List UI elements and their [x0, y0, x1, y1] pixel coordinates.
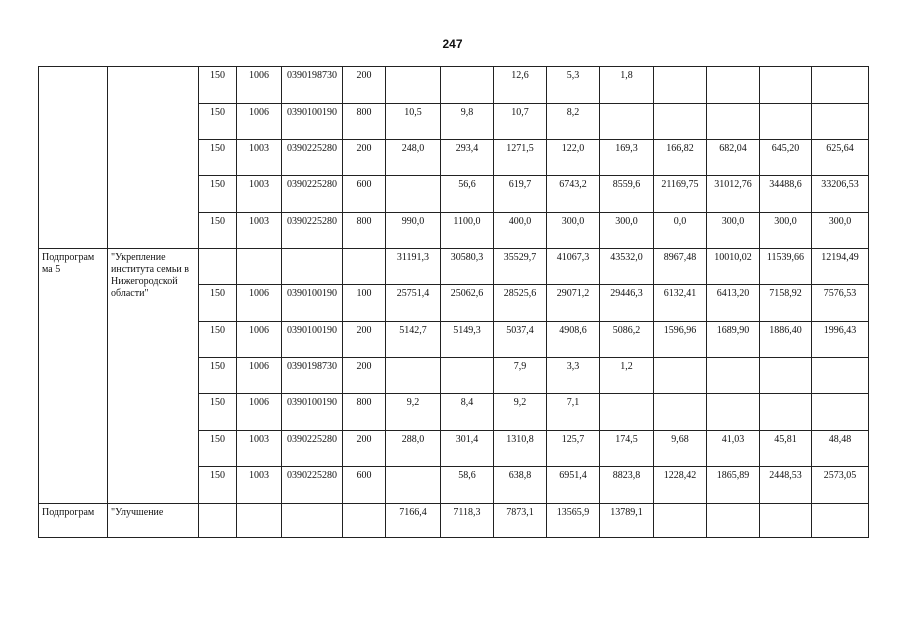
- table-cell: 150: [199, 431, 237, 467]
- table-cell: 150: [199, 140, 237, 176]
- table-cell: 6413,20: [707, 285, 760, 322]
- table-cell: 7158,92: [760, 285, 812, 322]
- table-cell: [760, 358, 812, 394]
- table-body: [39, 67, 869, 538]
- table-cell: [654, 394, 707, 431]
- table-row: [39, 504, 869, 538]
- table-cell: 1228,42: [654, 467, 707, 504]
- table-cell: 0390225280: [282, 431, 343, 467]
- table-cell: 9,68: [654, 431, 707, 467]
- table-cell: 0390100190: [282, 285, 343, 322]
- table-cell: 5037,4: [494, 322, 547, 358]
- table-cell: [386, 358, 441, 394]
- table-cell: 5142,7: [386, 322, 441, 358]
- table-cell: 10010,02: [707, 249, 760, 285]
- table-cell: 600: [343, 467, 386, 504]
- table-cell: 7,9: [494, 358, 547, 394]
- budget-table: [38, 66, 869, 538]
- table-cell: [654, 67, 707, 104]
- table-cell: 9,2: [494, 394, 547, 431]
- table-cell: 150: [199, 394, 237, 431]
- table-cell: [237, 504, 282, 538]
- table-cell: [441, 67, 494, 104]
- table-cell: 300,0: [812, 213, 869, 249]
- table-cell: 1003: [237, 176, 282, 213]
- table-cell: [600, 394, 654, 431]
- table-cell: 200: [343, 358, 386, 394]
- table-cell: 150: [199, 104, 237, 140]
- table-cell: 12194,49: [812, 249, 869, 285]
- table-cell: 122,0: [547, 140, 600, 176]
- table-cell: 5149,3: [441, 322, 494, 358]
- program-cell: [39, 67, 108, 249]
- table-cell: [760, 67, 812, 104]
- table-cell: [441, 358, 494, 394]
- table-cell: 8967,48: [654, 249, 707, 285]
- table-cell: [760, 104, 812, 140]
- table-cell: 1003: [237, 213, 282, 249]
- table-cell: 682,04: [707, 140, 760, 176]
- program-title-cell: "Укрепление института семьи в Нижегородской области": [108, 249, 199, 504]
- table-cell: 8823,8: [600, 467, 654, 504]
- table-cell: 30580,3: [441, 249, 494, 285]
- table-cell: 1006: [237, 104, 282, 140]
- table-cell: [812, 104, 869, 140]
- table-cell: [386, 67, 441, 104]
- table-cell: 25062,6: [441, 285, 494, 322]
- table-cell: 9,8: [441, 104, 494, 140]
- program-title-cell: "Улучшение: [108, 504, 199, 538]
- table-cell: 400,0: [494, 213, 547, 249]
- table-cell: 150: [199, 213, 237, 249]
- table-cell: 166,82: [654, 140, 707, 176]
- table-cell: 0390100190: [282, 394, 343, 431]
- table-cell: 1886,40: [760, 322, 812, 358]
- table-cell: 7576,53: [812, 285, 869, 322]
- table-cell: 41,03: [707, 431, 760, 467]
- table-cell: [812, 504, 869, 538]
- table-cell: 1006: [237, 285, 282, 322]
- table-cell: 1006: [237, 394, 282, 431]
- table-cell: [707, 358, 760, 394]
- table-row: [39, 249, 869, 285]
- table-cell: 248,0: [386, 140, 441, 176]
- table-cell: 625,64: [812, 140, 869, 176]
- table-cell: 13789,1: [600, 504, 654, 538]
- table-cell: 1,8: [600, 67, 654, 104]
- table-cell: 5086,2: [600, 322, 654, 358]
- table-cell: 169,3: [600, 140, 654, 176]
- table-cell: 33206,53: [812, 176, 869, 213]
- table-cell: [343, 504, 386, 538]
- table-cell: 150: [199, 176, 237, 213]
- table-cell: 41067,3: [547, 249, 600, 285]
- table-cell: 619,7: [494, 176, 547, 213]
- table-cell: 200: [343, 431, 386, 467]
- table-cell: 1006: [237, 67, 282, 104]
- table-cell: 31191,3: [386, 249, 441, 285]
- table-row: [39, 67, 869, 104]
- table-cell: 8,2: [547, 104, 600, 140]
- table-cell: 6951,4: [547, 467, 600, 504]
- table-cell: [654, 504, 707, 538]
- table-cell: 0390225280: [282, 140, 343, 176]
- table-cell: 0390198730: [282, 67, 343, 104]
- table-cell: 300,0: [760, 213, 812, 249]
- table-cell: [654, 358, 707, 394]
- table-cell: 56,6: [441, 176, 494, 213]
- table-cell: 300,0: [707, 213, 760, 249]
- table-cell: 0,0: [654, 213, 707, 249]
- table-cell: [282, 504, 343, 538]
- table-cell: [199, 249, 237, 285]
- table-cell: 35529,7: [494, 249, 547, 285]
- table-cell: 10,7: [494, 104, 547, 140]
- table-cell: 150: [199, 285, 237, 322]
- table-cell: 638,8: [494, 467, 547, 504]
- table-cell: 29071,2: [547, 285, 600, 322]
- table-cell: 2448,53: [760, 467, 812, 504]
- table-cell: 0390198730: [282, 358, 343, 394]
- table-cell: 125,7: [547, 431, 600, 467]
- program-title-cell: [108, 67, 199, 249]
- table-cell: 1003: [237, 431, 282, 467]
- table-cell: [707, 504, 760, 538]
- table-cell: [760, 394, 812, 431]
- table-cell: 1,2: [600, 358, 654, 394]
- table-cell: 9,2: [386, 394, 441, 431]
- table-cell: 28525,6: [494, 285, 547, 322]
- table-cell: [199, 504, 237, 538]
- table-cell: 1689,90: [707, 322, 760, 358]
- table-cell: 1006: [237, 358, 282, 394]
- table-cell: 600: [343, 176, 386, 213]
- table-cell: 800: [343, 213, 386, 249]
- table-cell: 293,4: [441, 140, 494, 176]
- table-cell: 6743,2: [547, 176, 600, 213]
- table-cell: [282, 249, 343, 285]
- table-cell: 301,4: [441, 431, 494, 467]
- table-cell: 1006: [237, 322, 282, 358]
- table-cell: 800: [343, 394, 386, 431]
- table-cell: 1100,0: [441, 213, 494, 249]
- table-cell: [237, 249, 282, 285]
- table-cell: [707, 67, 760, 104]
- table-cell: 200: [343, 322, 386, 358]
- page-number: 247: [442, 37, 463, 51]
- table-cell: [707, 104, 760, 140]
- table-cell: 7,1: [547, 394, 600, 431]
- table-cell: 1865,89: [707, 467, 760, 504]
- table-cell: 8559,6: [600, 176, 654, 213]
- table-cell: 10,5: [386, 104, 441, 140]
- table-cell: 7118,3: [441, 504, 494, 538]
- table-cell: 2573,05: [812, 467, 869, 504]
- table-cell: 990,0: [386, 213, 441, 249]
- table-cell: 288,0: [386, 431, 441, 467]
- table-cell: 29446,3: [600, 285, 654, 322]
- table-cell: 43532,0: [600, 249, 654, 285]
- table-cell: 58,6: [441, 467, 494, 504]
- table-cell: 3,3: [547, 358, 600, 394]
- table-cell: [600, 104, 654, 140]
- table-cell: 7873,1: [494, 504, 547, 538]
- table-cell: 1003: [237, 467, 282, 504]
- table-cell: 150: [199, 322, 237, 358]
- table-cell: [654, 104, 707, 140]
- table-cell: 12,6: [494, 67, 547, 104]
- table-cell: 7166,4: [386, 504, 441, 538]
- table-cell: 25751,4: [386, 285, 441, 322]
- table-cell: [812, 394, 869, 431]
- table-cell: 4908,6: [547, 322, 600, 358]
- table-cell: [707, 394, 760, 431]
- table-cell: 5,3: [547, 67, 600, 104]
- table-cell: 11539,66: [760, 249, 812, 285]
- table-cell: 13565,9: [547, 504, 600, 538]
- table-cell: 0390225280: [282, 176, 343, 213]
- table-cell: 1996,43: [812, 322, 869, 358]
- table-cell: 45,81: [760, 431, 812, 467]
- table-cell: 300,0: [547, 213, 600, 249]
- table-cell: [760, 504, 812, 538]
- table-cell: 300,0: [600, 213, 654, 249]
- table-cell: 200: [343, 140, 386, 176]
- table-cell: 150: [199, 67, 237, 104]
- table-cell: [812, 67, 869, 104]
- table-cell: 31012,76: [707, 176, 760, 213]
- table-cell: 100: [343, 285, 386, 322]
- table-cell: 1310,8: [494, 431, 547, 467]
- table-cell: 34488,6: [760, 176, 812, 213]
- table-cell: 800: [343, 104, 386, 140]
- table-cell: 0390225280: [282, 467, 343, 504]
- table-cell: 1271,5: [494, 140, 547, 176]
- program-cell: Подпрограм ма 5: [39, 249, 108, 504]
- table-cell: 150: [199, 358, 237, 394]
- table-cell: 645,20: [760, 140, 812, 176]
- program-cell: Подпрограм: [39, 504, 108, 538]
- table-cell: 0390100190: [282, 104, 343, 140]
- table-cell: 48,48: [812, 431, 869, 467]
- table-cell: 0390100190: [282, 322, 343, 358]
- table-cell: [386, 467, 441, 504]
- table-cell: 1003: [237, 140, 282, 176]
- table-cell: [343, 249, 386, 285]
- table-cell: 174,5: [600, 431, 654, 467]
- table-cell: [812, 358, 869, 394]
- table-cell: [386, 176, 441, 213]
- table-cell: 21169,75: [654, 176, 707, 213]
- table-cell: 1596,96: [654, 322, 707, 358]
- table-cell: 0390225280: [282, 213, 343, 249]
- table-cell: 150: [199, 467, 237, 504]
- table-cell: 6132,41: [654, 285, 707, 322]
- table-cell: 8,4: [441, 394, 494, 431]
- table-cell: 200: [343, 67, 386, 104]
